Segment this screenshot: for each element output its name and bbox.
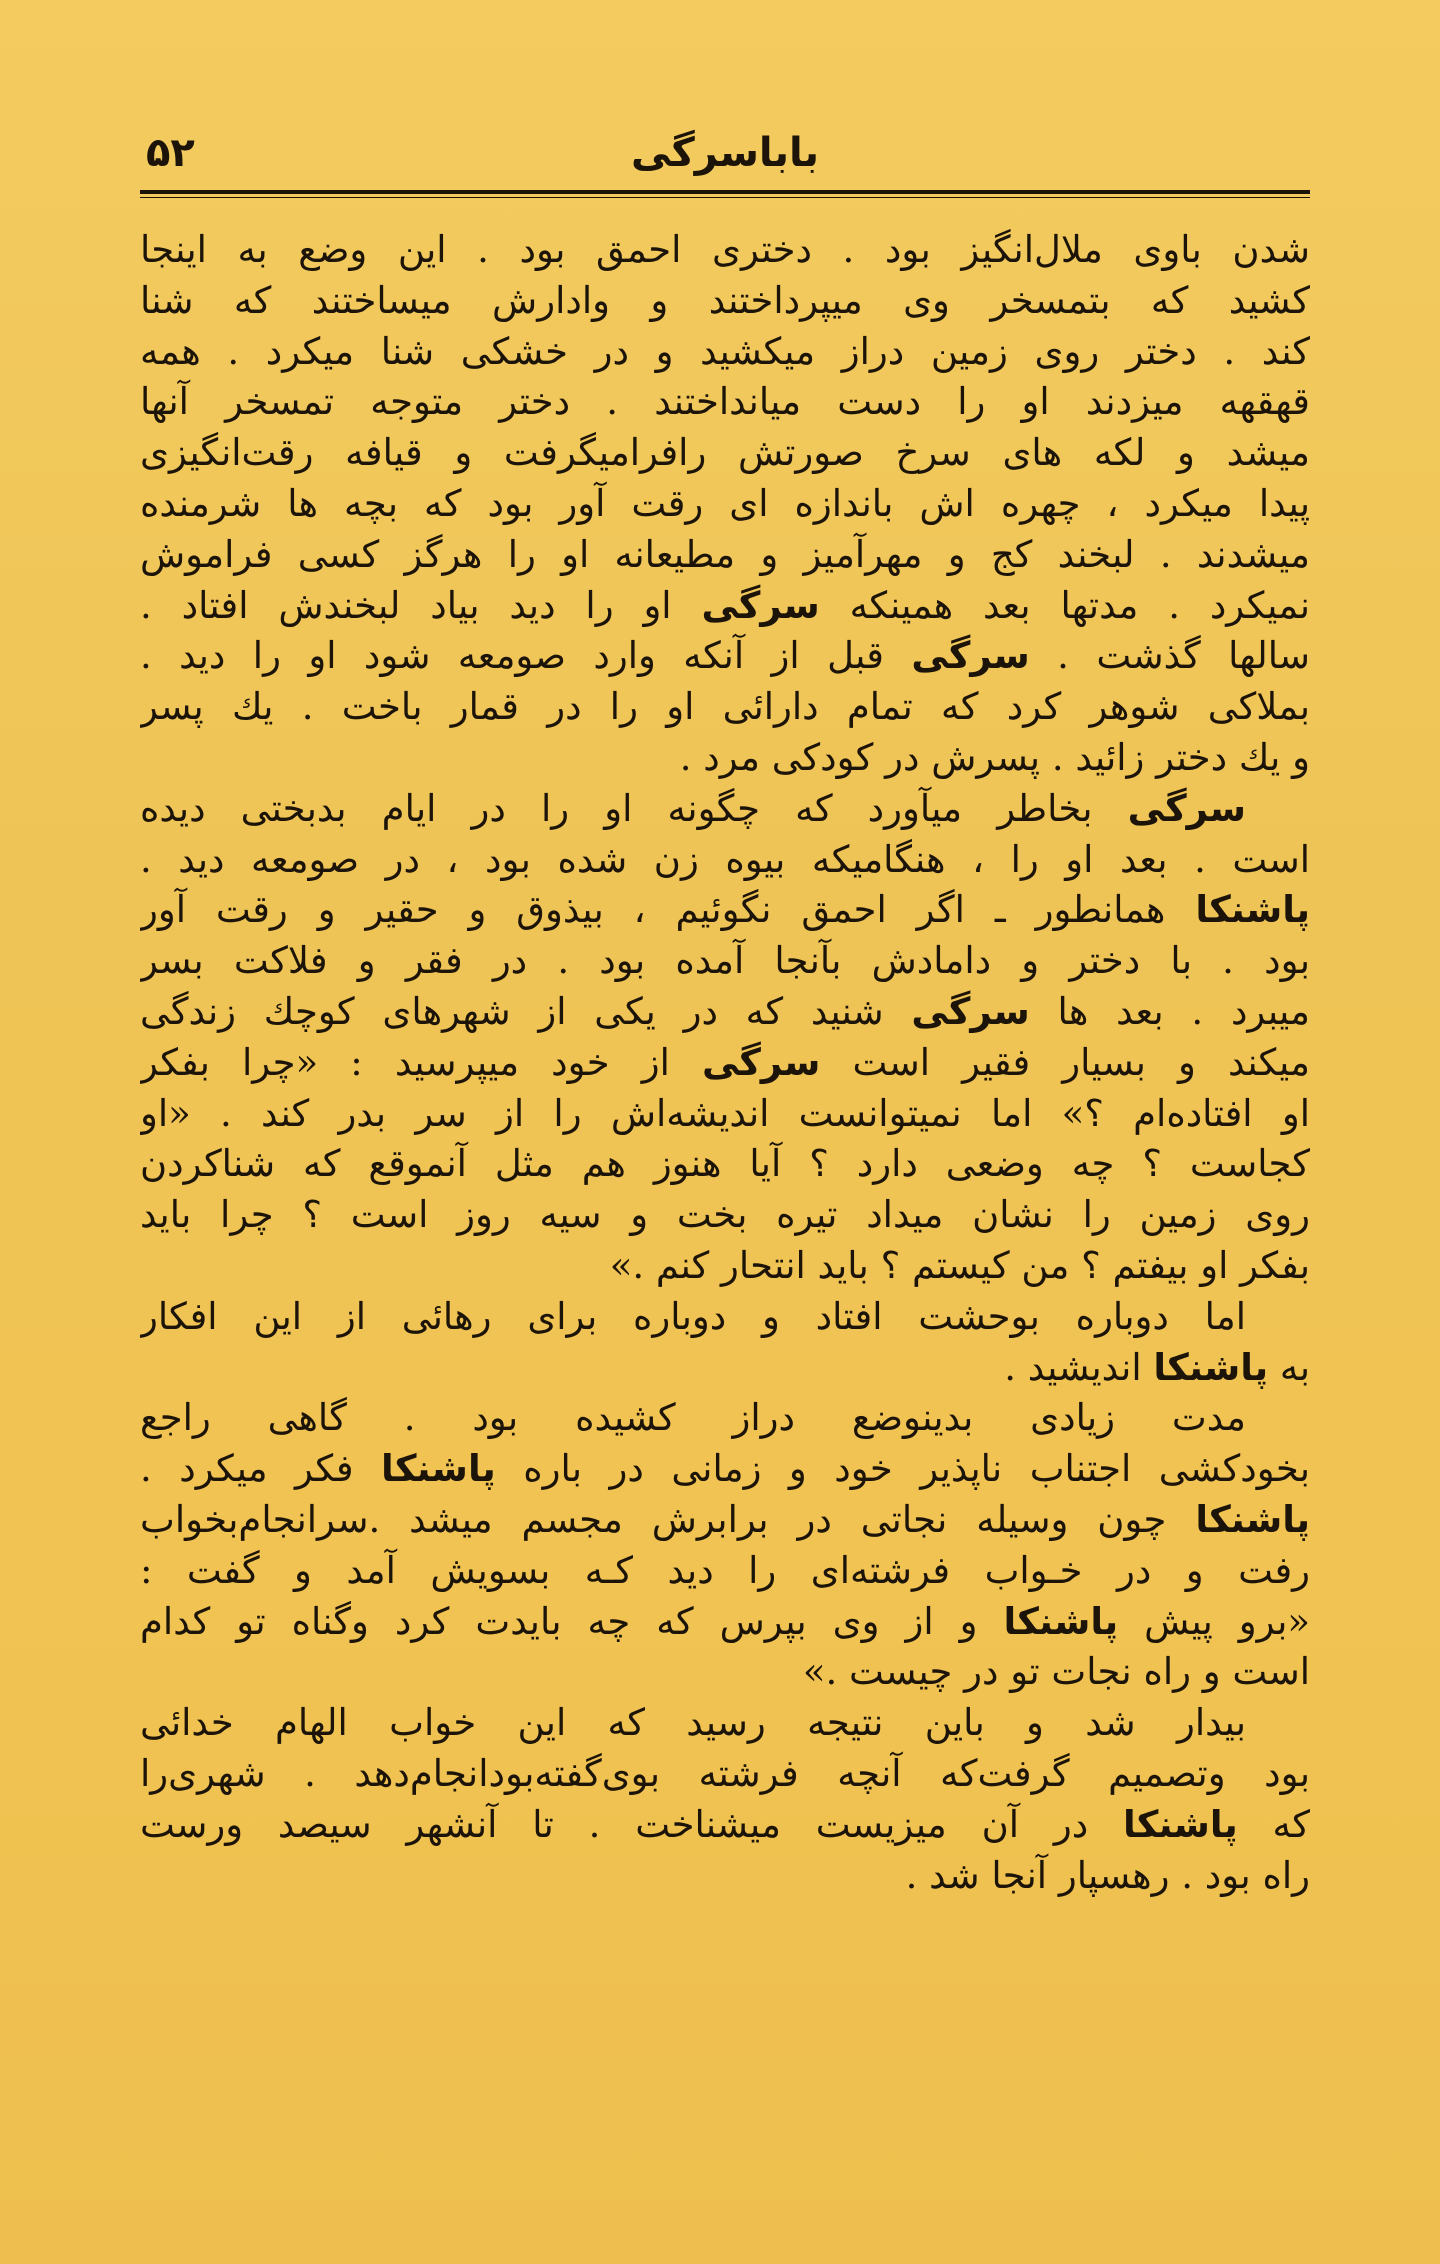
text-line [140,835,1310,886]
text-line [140,377,1310,428]
text-line [140,1444,1310,1495]
text-segment: شدن باوی ملال‌انگیز بود . دختری احمق بود . این وضع به اینجا [140,228,1310,271]
text-line [140,1698,1310,1749]
text-segment: چون وسیله نجاتی در برابرش مجسم میشد .سرانجام‌بخواب [140,1497,1196,1541]
text-segment: اندیشید . [1004,1345,1154,1389]
text-segment: میشدند . لبخند کج و مهرآمیز و مطیعانه او را هرگز کسی فراموش [140,532,1310,576]
text-segment: او افتاده‌ام ؟» اما نمیتوانست اندیشه‌اش را از سر بدر کند . «او [140,1091,1310,1135]
page-header [140,130,1310,186]
text-line [140,682,1310,733]
text-line [140,1190,1310,1241]
character-name: پاشنکا [1153,1345,1269,1389]
text-line [140,327,1310,378]
text-line [140,885,1310,936]
text-line [140,936,1310,987]
text-line [140,1597,1310,1648]
text-line [140,1800,1310,1851]
text-line [140,581,1310,632]
text-line [140,1495,1310,1546]
text-segment: بخاطر میآورد که چگونه او را در ایام بدبختی دیده [140,786,1128,830]
text-line [140,1139,1310,1190]
character-name: سرگی [911,989,1030,1033]
header-rule-thin [140,197,1310,198]
text-segment: «برو پیش [1118,1599,1310,1643]
character-name: پاشنکا [1195,1497,1310,1541]
text-line [140,784,1310,835]
text-line [140,1393,1310,1444]
character-name: سرگی [701,1040,821,1084]
running-title: باباسرگی [630,130,820,176]
text-line [140,1089,1310,1140]
text-segment: به [1268,1345,1310,1389]
text-segment: فکر میکرد . [140,1447,382,1491]
text-segment: رفت و در خـواب فرشته‌ای را دید کـه بسویش آمد و گفت : [140,1548,1310,1592]
text-line [140,530,1310,581]
text-segment: روی زمین را نشان میداد تیره بخت و سیه روز است ؟ چرا باید [140,1193,1310,1237]
text-segment: قهقهه میزدند او را دست میانداختند . دختر متوجه تمسخر آنها [140,380,1310,424]
text-line [140,479,1310,530]
text-segment: همانطور ـ اگر احمق نگوئیم ، بیذوق و حقیر و رقت آور [140,888,1196,932]
character-name: سرگی [911,634,1030,678]
text-segment: پیدا میکرد ، چهره اش باندازه ای رقت آور بود که بچه ها شرمنده [140,481,1310,525]
text-segment: که [1237,1802,1310,1846]
character-name: سرگی [701,583,820,627]
character-name: پاشنکا [1123,1802,1238,1846]
text-segment: در آن میزیست میشناخت . تا آنشهر سیصد ورست [140,1802,1124,1846]
text-segment: و از وی بپرس که چه بایدت کرد وگناه تو کدام [140,1599,1004,1643]
text-line [140,276,1310,327]
text-line [140,428,1310,479]
text-line [140,1292,1310,1343]
text-segment: بفکر او بیفتم ؟ من کیستم ؟ باید انتحار کنم .» [609,1243,1310,1287]
text-segment: قبل از آنکه وارد صومعه شود او را دید . [140,634,912,678]
text-segment: سالها گذشت . [1029,634,1310,678]
body-text [140,225,1310,1901]
text-segment: اما دوباره بوحشت افتاد و دوباره برای رهائی از این افکار [140,1294,1246,1338]
text-segment: است . بعد او را ، هنگامیکه بیوه زن شده بود ، در صومعه دید . [140,837,1310,881]
text-line [140,1749,1310,1800]
character-name: سرگی [1127,786,1246,830]
text-segment: بود وتصمیم گرفت‌که آنچه فرشته بوی‌گفته‌بودانجام‌دهد . شهری‌را [140,1751,1310,1795]
text-segment: بیدار شد و باین نتیجه رسید که این خواب الهام خدائی [140,1701,1246,1745]
text-line [140,733,1310,784]
text-segment: کجاست ؟ چه وضعی دارد ؟ آیا هنوز هم مثل آنموقع که شناکردن [140,1142,1310,1186]
text-line [140,987,1310,1038]
text-line [140,1851,1310,1902]
text-line [140,1241,1310,1292]
text-segment: بخودکشی اجتناب ناپذیر خود و زمانی در باره [495,1447,1310,1491]
text-segment: است و راه نجات تو در چیست .» [802,1650,1310,1694]
text-line [140,1038,1310,1089]
text-segment: مدت زیادی بدینوضع دراز کشیده بود . گاهی راجع [140,1396,1246,1440]
page-number: ۵۲ [146,130,195,176]
text-segment: کشید که بتمسخر وی میپرداختند و وادارش میساختند که شنا [140,278,1310,322]
text-segment: نمیکرد . مدتها بعد همینکه [819,583,1310,627]
character-name: پاشنکا [381,1447,496,1491]
text-line [140,225,1310,276]
character-name: پاشنکا [1003,1599,1119,1643]
text-segment: بود . با دختر و دامادش بآنجا آمده بود . در فقر و فلاکت بسر [140,939,1310,983]
text-segment: میشد و لکه های سرخ صورتش رافرا‌میگرفت و قیافه رقت‌انگیزی [140,431,1310,475]
text-line [140,631,1310,682]
header-rule [140,190,1310,194]
text-segment: راه بود . رهسپار آنجا شد . [905,1853,1310,1897]
text-line [140,1647,1310,1698]
text-segment: میبرد . بعد ها [1029,989,1310,1033]
text-segment: شنید که در یکی از شهرهای کوچك زندگی [140,989,912,1033]
text-segment: او را دید بیاد لبخندش افتاد . [140,583,702,627]
text-segment: کند . دختر روی زمین دراز میکشید و در خشکی شنا میکرد . همه [140,329,1310,373]
character-name: پاشنکا [1195,888,1310,932]
text-segment: و یك دختر زائید . پسرش در کودکی مرد . [679,735,1310,779]
text-segment: از خود میپرسید : «چرا بفکر [140,1040,702,1084]
text-line [140,1343,1310,1394]
text-segment: میکند و بسیار فقیر است [820,1040,1310,1084]
text-line [140,1546,1310,1597]
text-segment: بملاکی شوهر کرد که تمام دارائی او را در قمار باخت . یك پسر [140,685,1310,729]
